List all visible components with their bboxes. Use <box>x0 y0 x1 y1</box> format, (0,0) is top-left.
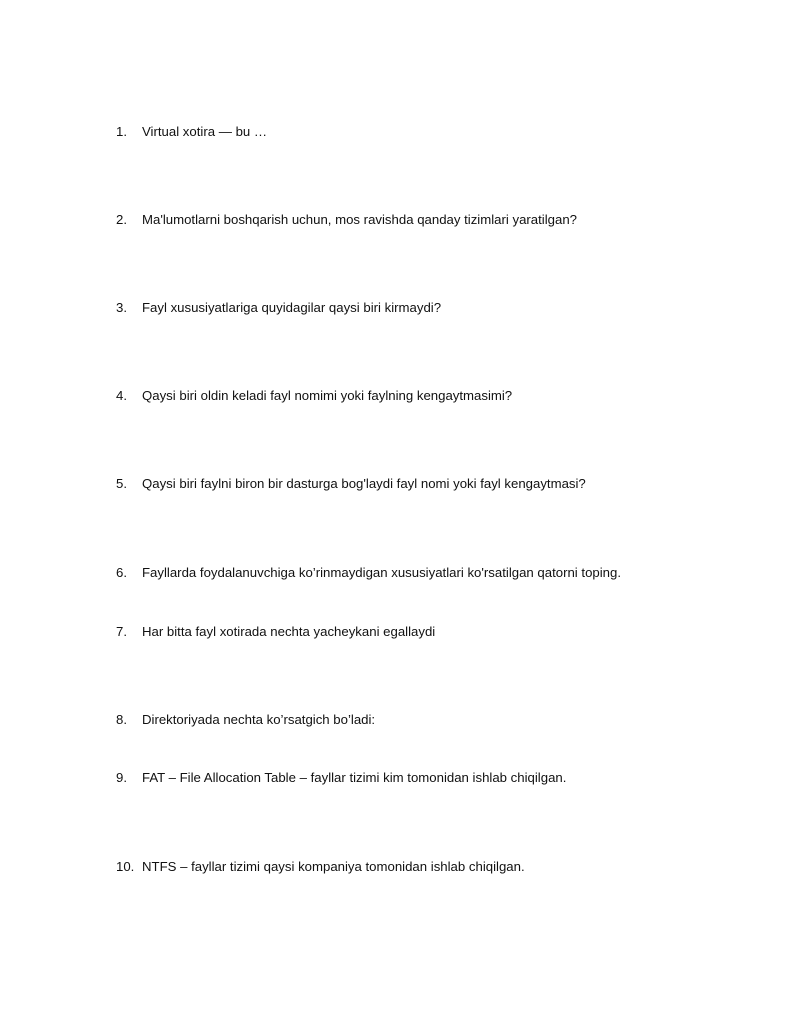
question-number: 1. <box>116 124 127 139</box>
question-item <box>116 769 756 787</box>
question-text: Qaysi biri oldin keladi fayl nomimi yoki faylning kengaytmasimi? <box>142 388 513 403</box>
question-item <box>116 858 756 876</box>
question-number: 3. <box>116 300 127 315</box>
question-number: 6. <box>116 565 127 580</box>
question-text: Virtual xotira — bu … <box>142 124 268 139</box>
question-item <box>116 711 756 729</box>
question-item <box>116 623 756 641</box>
question-item <box>116 123 756 141</box>
question-item <box>116 211 756 229</box>
question-text: NTFS – fayllar tizimi qaysi kompaniya tomonidan ishlab chiqilgan. <box>142 859 525 874</box>
question-number: 10. <box>116 859 135 874</box>
question-text: FAT – File Allocation Table – fayllar tizimi kim tomonidan ishlab chiqilgan. <box>142 770 567 785</box>
question-text: Fayl xususiyatlariga quyidagilar qaysi biri kirmaydi? <box>142 300 442 315</box>
question-number: 8. <box>116 712 127 727</box>
question-number: 7. <box>116 624 127 639</box>
question-text: Fayllarda foydalanuvchiga ko’rinmaydigan xususiyatlari ko'rsatilgan qatorni toping. <box>142 565 621 580</box>
question-item <box>116 387 756 405</box>
question-number: 4. <box>116 388 127 403</box>
question-item <box>116 475 756 493</box>
question-text: Qaysi biri faylni biron bir dasturga bog'laydi fayl nomi yoki fayl kengaytmasi? <box>142 476 586 491</box>
question-number: 2. <box>116 212 127 227</box>
question-text: Direktoriyada nechta ko’rsatgich bo’ladi: <box>142 712 376 727</box>
question-item <box>116 564 756 582</box>
question-text: Ma'lumotlarni boshqarish uchun, mos ravishda qanday tizimlari yaratilgan? <box>142 212 577 227</box>
question-number: 5. <box>116 476 127 491</box>
question-item <box>116 299 756 317</box>
question-text: Har bitta fayl xotirada nechta yacheykani egallaydi <box>142 624 436 639</box>
question-number: 9. <box>116 770 127 785</box>
